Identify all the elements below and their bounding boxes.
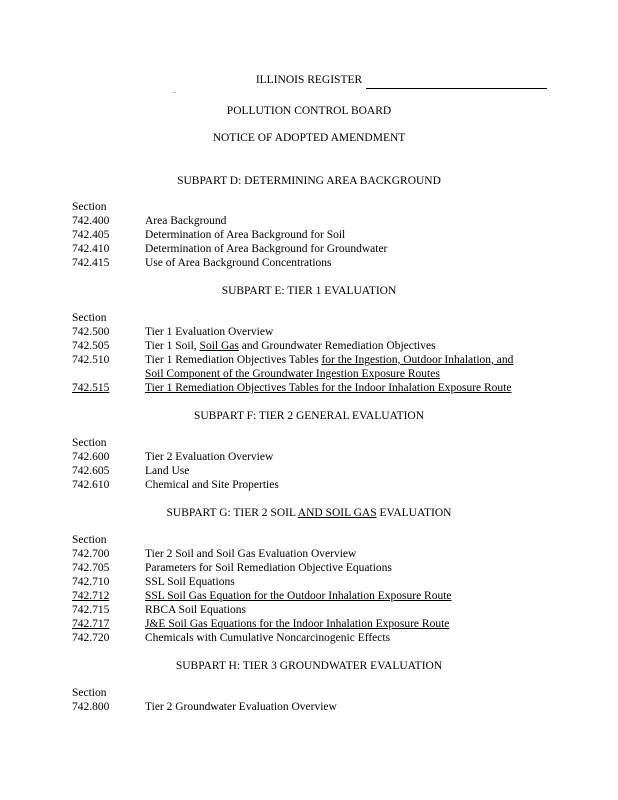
subpart-f-heading: SUBPART F: TIER 2 GENERAL EVALUATION bbox=[193, 410, 425, 422]
section-title: Determination of Area Background for Groundwater bbox=[145, 243, 388, 255]
section-title: SSL Soil Gas Equation for the Outdoor Inhalation Exposure Route bbox=[145, 590, 452, 602]
section-number: 742.610 bbox=[72, 479, 110, 491]
section-number: 742.712 bbox=[72, 590, 110, 602]
section-number: 742.705 bbox=[72, 562, 110, 574]
section-title: Tier 1 Evaluation Overview bbox=[145, 326, 274, 338]
section-label: Section bbox=[72, 437, 107, 449]
section-title: Chemical and Site Properties bbox=[145, 479, 279, 491]
section-label: Section bbox=[72, 687, 107, 699]
section-number: 742.720 bbox=[72, 632, 110, 644]
section-number: 742.510 bbox=[72, 354, 110, 366]
section-title: Tier 1 Remediation Objectives Tables for the Ingestion, Outdoor Inhalation, and bbox=[145, 354, 514, 366]
section-label: Section bbox=[72, 534, 107, 546]
header-rule bbox=[366, 88, 547, 89]
subpart-d-heading: SUBPART D: DETERMINING AREA BACKGROUND bbox=[177, 175, 441, 187]
subpart-g-heading: SUBPART G: TIER 2 SOIL AND SOIL GAS EVALUATION bbox=[166, 507, 452, 519]
page-mark: ·· bbox=[172, 89, 177, 97]
section-number: 742.405 bbox=[72, 229, 110, 241]
section-number: 742.700 bbox=[72, 548, 110, 560]
section-number: 742.415 bbox=[72, 257, 110, 269]
section-number: 742.500 bbox=[72, 326, 110, 338]
section-number: 742.410 bbox=[72, 243, 110, 255]
section-number: 742.710 bbox=[72, 576, 110, 588]
section-title: Parameters for Soil Remediation Objective Equations bbox=[145, 562, 392, 574]
section-title: RBCA Soil Equations bbox=[145, 604, 246, 616]
section-number: 742.515 bbox=[72, 382, 110, 394]
section-title: Land Use bbox=[145, 465, 190, 477]
section-title: Tier 1 Soil, Soil Gas and Groundwater Remediation Objectives bbox=[145, 340, 436, 352]
section-label: Section bbox=[72, 312, 107, 324]
section-title: SSL Soil Equations bbox=[145, 576, 235, 588]
section-title: Determination of Area Background for Soil bbox=[145, 229, 346, 241]
section-number: 742.400 bbox=[72, 215, 110, 227]
section-title: Tier 2 Groundwater Evaluation Overview bbox=[145, 701, 337, 713]
section-title: Use of Area Background Concentrations bbox=[145, 257, 332, 269]
section-title: Tier 2 Soil and Soil Gas Evaluation Overview bbox=[145, 548, 357, 560]
section-title-continued: Soil Component of the Groundwater Ingestion Exposure Routes bbox=[145, 368, 440, 380]
section-title: J&E Soil Gas Equations for the Indoor Inhalation Exposure Route bbox=[145, 618, 450, 630]
subpart-e-heading: SUBPART E: TIER 1 EVALUATION bbox=[221, 285, 397, 297]
section-number: 742.605 bbox=[72, 465, 110, 477]
board-title: POLLUTION CONTROL BOARD bbox=[226, 105, 392, 117]
section-number: 742.715 bbox=[72, 604, 110, 616]
section-number: 742.600 bbox=[72, 451, 110, 463]
notice-title: NOTICE OF ADOPTED AMENDMENT bbox=[212, 132, 406, 144]
subpart-h-heading: SUBPART H: TIER 3 GROUNDWATER EVALUATION bbox=[175, 660, 443, 672]
section-number: 742.505 bbox=[72, 340, 110, 352]
section-label: Section bbox=[72, 201, 107, 213]
section-title: Tier 2 Evaluation Overview bbox=[145, 451, 274, 463]
section-title: Tier 1 Remediation Objectives Tables for the Indoor Inhalation Exposure Route bbox=[145, 382, 512, 394]
section-number: 742.717 bbox=[72, 618, 110, 630]
section-title: Area Background bbox=[145, 215, 227, 227]
register-title: ILLINOIS REGISTER bbox=[255, 74, 363, 86]
section-number: 742.800 bbox=[72, 701, 110, 713]
section-title: Chemicals with Cumulative Noncarcinogenic Effects bbox=[145, 632, 391, 644]
